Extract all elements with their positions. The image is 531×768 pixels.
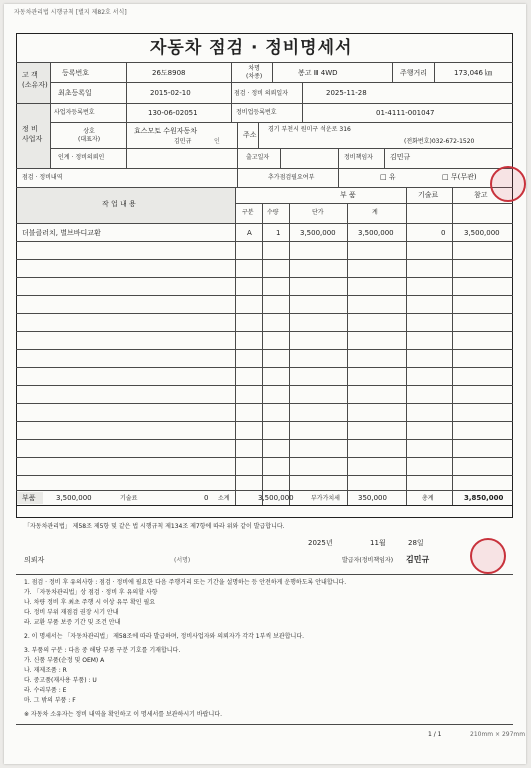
document-page: [4, 4, 526, 764]
note-line: 라. 수리부품 : E: [24, 687, 67, 694]
page-number: 1 / 1: [428, 731, 442, 738]
totals-parts-label: 부품: [22, 494, 36, 502]
header-labor: 기술료: [418, 191, 439, 199]
issuer-label: 발급자(정비책임자): [342, 557, 394, 564]
repair-date-label: 점검 · 정비 의뢰일자: [234, 90, 288, 97]
license-value: 01-4111-001047: [376, 109, 435, 117]
totals-parts-value: 3,500,000: [56, 494, 92, 502]
totals-grand-value: 3,850,000: [464, 494, 504, 502]
request-label: 점검 · 정비내역: [22, 174, 63, 181]
shop-name-label: 상호 (대표자): [78, 128, 101, 144]
extra-check-no-checkbox[interactable]: □ 무(무관): [442, 173, 477, 181]
responsible-value: 김민규: [390, 153, 411, 161]
row-labor: 0: [441, 229, 446, 237]
note-line: ※ 자동차 소유자는 정비 내역을 확인하고 이 명세서를 보관하시기 바랍니다.: [24, 711, 222, 718]
delivery-label: 출고일자: [246, 154, 270, 161]
header-note: 참고: [474, 191, 488, 199]
note-line: 3. 부품의 구분 : 다음 중 해당 부품 구분 기호를 기재합니다.: [24, 647, 181, 654]
row-total: 3,500,000: [358, 229, 394, 237]
client-label: 의뢰자: [24, 556, 45, 564]
extra-check-label: 추가점검필요여부: [268, 174, 315, 181]
note-line: 다. 중고품(재사용 부품) : U: [24, 677, 97, 684]
row-sum: 3,500,000: [464, 229, 500, 237]
note-line: 다. 정비 부위 재점검 권장 시기 안내: [24, 609, 119, 616]
biz-no-value: 130-06-02051: [148, 109, 198, 117]
shop-phone: (전화번호)032-672-1520: [404, 138, 475, 145]
address-label: 주소: [243, 131, 257, 139]
subheader-kind: 구분: [242, 209, 254, 216]
cert-statement: 「자동차관리법」 제58조 제5항 및 같은 법 시행규칙 제134조 제7항에 따라 위와 같이 발급합니다.: [24, 523, 285, 530]
header-work: 작 업 내 용: [102, 200, 136, 208]
page-title: 자동차 점검 · 정비명세서: [150, 38, 353, 58]
row-price: 3,500,000: [300, 229, 336, 237]
row-kind: A: [247, 229, 252, 237]
totals-vat-label: 부가가치세: [311, 495, 340, 502]
shop-name-value: 효스모토 수원자동차: [134, 127, 198, 135]
address-value: 경기 부천시 원미구 석운로 316: [268, 126, 351, 133]
model-value: 봉고 Ⅲ 4WD: [298, 69, 338, 77]
reg-no-value: 26도8908: [152, 69, 186, 77]
subheader-qty: 수량: [267, 209, 279, 216]
note-line: 가. 「자동차관리법」상 점검 · 정비 후 유의할 사항: [24, 589, 158, 596]
totals-subtotal-label: 소계: [218, 495, 230, 502]
responsible-label: 정비책임자: [344, 154, 373, 161]
totals-labor-label: 기술료: [120, 495, 138, 502]
subheader-price: 단가: [312, 209, 324, 216]
totals-grand-label: 총계: [422, 495, 434, 502]
cert-month: 11월: [370, 539, 386, 547]
customer-label: 인계 · 정비의뢰인: [58, 154, 105, 161]
note-line: 1. 점검 · 정비 후 유의사항 : 점검 · 정비에 필요한 다음 주행거리 또는 기간을 설명하는 등 안전하게 운행하도록 안내합니다.: [24, 579, 347, 586]
note-line: 나. 차량 정비 후 최초 주행 시 이상 유무 확인 필요: [24, 599, 156, 606]
row-qty: 1: [276, 229, 281, 237]
shop-rep-seal-mark: 인: [214, 138, 220, 145]
note-line: 가. 신품 부품(순정 및 OEM) A: [24, 657, 105, 664]
cert-day: 28일: [408, 539, 424, 547]
cert-year: 2025년: [308, 539, 333, 547]
license-label: 정비업등록번호: [236, 109, 277, 116]
reg-no-label: 등록번호: [62, 69, 90, 77]
biz-no-label: 사업자등록번호: [54, 109, 95, 116]
owner-section-label: 고 객 (소유자): [22, 71, 48, 89]
model-label: 차명 (차종): [246, 65, 263, 80]
extra-check-yes-checkbox[interactable]: □ 유: [380, 173, 396, 181]
mileage-value: 173,046 ㎞: [454, 69, 493, 77]
note-line: 라. 교환 부품 보증 기간 및 조건 안내: [24, 619, 121, 626]
shop-seal: [490, 166, 526, 202]
note-line: 나. 재제조품 : R: [24, 667, 67, 674]
header-parts: 부 품: [340, 191, 356, 199]
legal-note: 자동차관리법 시행규칙 [별지 제82호 서식]: [14, 9, 127, 16]
shop-rep-value: 김민규: [174, 138, 192, 145]
issuer-name: 김민규: [406, 555, 430, 564]
totals-subtotal-value: 3,500,000: [258, 494, 294, 502]
subheader-total: 계: [372, 209, 378, 216]
paper-size: 210mm × 297mm: [470, 731, 526, 738]
row-work: 더블클러치, 별브바디교환: [22, 229, 101, 237]
first-reg-label: 최초등록일: [58, 89, 92, 97]
first-reg-value: 2015-02-10: [150, 89, 191, 97]
totals-vat-value: 350,000: [358, 494, 387, 502]
repair-date-value: 2025-11-28: [326, 89, 367, 97]
note-line: 마. 그 밖의 부품 : F: [24, 697, 76, 704]
official-seal: [470, 538, 506, 574]
mileage-label: 주행거리: [400, 69, 428, 77]
totals-labor-value: 0: [204, 494, 209, 502]
shop-section-label: 정 비 사업자: [22, 125, 43, 143]
client-sign-mark: (서명): [174, 557, 191, 564]
note-line: 2. 이 명세서는 「자동차관리법」 제58조에 따라 발급하며, 정비사업자와 의뢰자가 각각 1부씩 보관합니다.: [24, 633, 305, 640]
